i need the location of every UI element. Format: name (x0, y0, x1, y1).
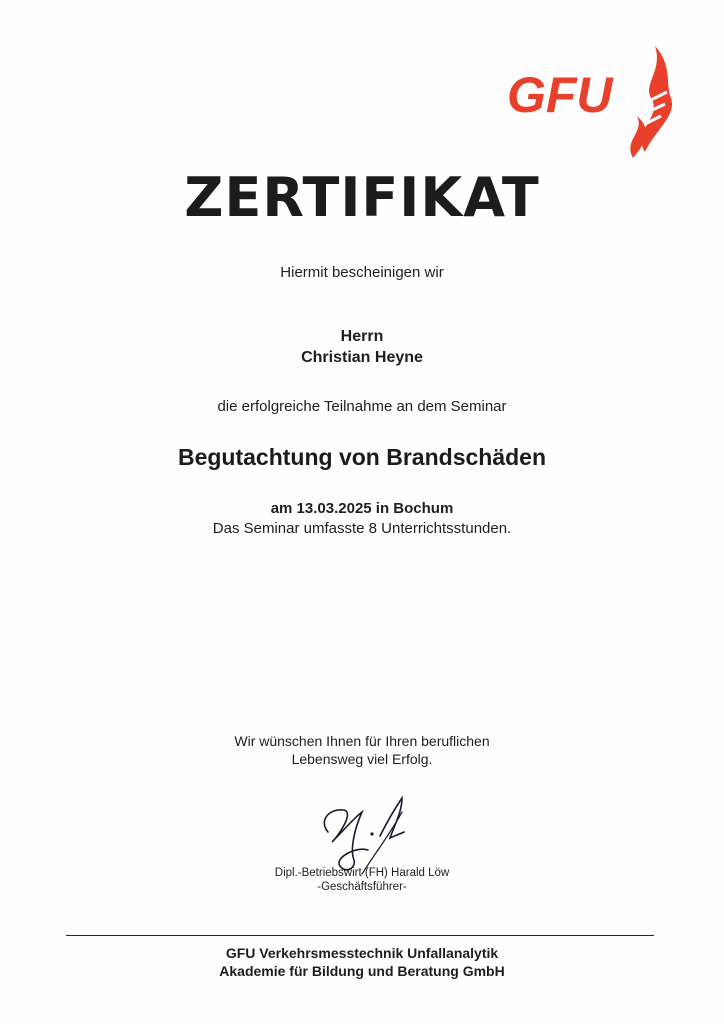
seminar-date-location: am 13.03.2025 in Bochum (270, 500, 454, 517)
intro-text: Hiermit bescheinigen wir (280, 264, 444, 281)
signatory-role: -Geschäftsführer- (317, 881, 407, 893)
svg-text:GFU: GFU (507, 67, 613, 123)
signatory-name: Dipl.-Betriebswirt (FH) Harald Löw (274, 867, 450, 879)
seminar-duration: Das Seminar umfasste 8 Unterrichtsstunden. (212, 520, 512, 537)
closing-wish-line1: Wir wünschen Ihnen für Ihren beruflichen (234, 733, 490, 749)
participation-text: die erfolgreiche Teilnahme an dem Seminar (217, 398, 507, 415)
footer-company-line1: GFU Verkehrsmesstechnik Unfallanalytik (225, 945, 499, 961)
footer-divider (66, 935, 654, 936)
seminar-title: Begutachtung von Brandschäden (177, 444, 547, 470)
certificate-title: ZERTIFIKAT (184, 166, 540, 229)
footer-company-line2: Akademie für Bildung und Beratung GmbH (219, 963, 505, 979)
recipient-name: Christian Heyne (301, 349, 423, 366)
salutation: Herrn (340, 328, 384, 345)
gfu-logo (505, 40, 680, 162)
closing-wish-line2: Lebensweg viel Erfolg. (291, 751, 433, 767)
